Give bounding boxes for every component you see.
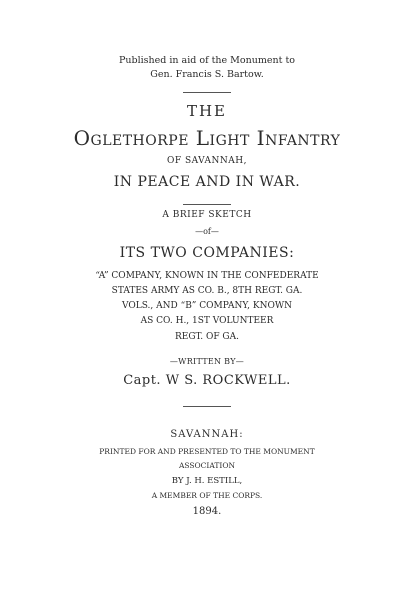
imprint-year: 1894. — [192, 506, 222, 517]
imprint-city: SAVANNAH: — [170, 429, 244, 440]
companies-desc-1: “A” COMPANY, KNOWN IN THE CONFEDERATE — [95, 271, 319, 281]
companies-desc-4: AS CO. H., 1ST VOLUNTEER — [140, 316, 274, 326]
companies-desc-2: STATES ARMY AS CO. B., 8TH REGT. GA. — [111, 286, 303, 296]
title-main: Oglethorpe Light Infantry — [73, 126, 341, 150]
brief-sketch: A BRIEF SKETCH — [162, 210, 252, 220]
companies-desc-5: REGT. OF GA. — [175, 332, 239, 342]
sketch-of: —of— — [195, 227, 219, 236]
divider-rule — [183, 204, 231, 205]
title-peace-war: IN PEACE AND IN WAR. — [113, 174, 301, 190]
author-name: Capt. W S. ROCKWELL. — [123, 373, 291, 388]
imprint-association: ASSOCIATION — [178, 461, 236, 470]
divider-rule — [183, 406, 231, 407]
imprint-printer: BY J. H. ESTILL, — [171, 476, 243, 486]
title-of-savannah: OF SAVANNAH, — [166, 156, 248, 166]
two-companies: ITS TWO COMPANIES: — [119, 245, 295, 261]
header-line-1: Published in aid of the Monument to — [118, 55, 295, 66]
companies-desc-3: VOLS., AND “B” COMPANY, KNOWN — [122, 301, 292, 311]
written-by: —WRITTEN BY— — [169, 357, 245, 366]
divider-rule — [183, 92, 231, 93]
title-the: THE — [186, 102, 228, 120]
header-line-2: Gen. Francis S. Bartow. — [150, 69, 264, 80]
imprint-printed: PRINTED FOR AND PRESENTED TO THE MONUMENT — [99, 447, 315, 456]
imprint-member: A MEMBER OF THE CORPS. — [151, 491, 263, 500]
